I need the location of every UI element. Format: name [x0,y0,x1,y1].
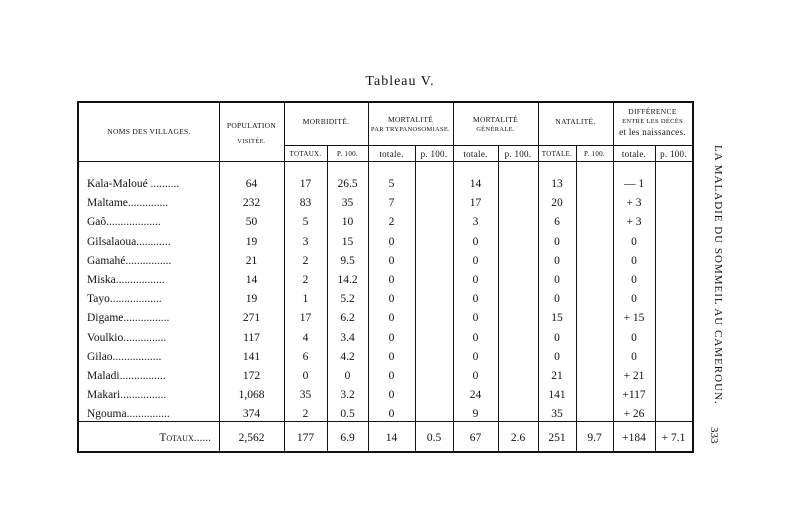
header-natalite: NATALITÉ. [555,117,596,126]
cell-mgen-p [498,252,538,271]
header-mortalite-gen-sub: GÉNÉRALE. [476,126,515,133]
cell-mgen-p [498,329,538,348]
table-row [79,405,692,424]
cell-mgen-p [498,348,538,367]
cell-diff-p [655,309,692,328]
sub-diff-totale: totale. [621,149,647,159]
cell-diff-t: 0 [631,274,637,286]
cell-mgen-t: 0 [472,370,479,382]
cell-mtryp-t: 2 [388,216,395,229]
cell-name: Gilsalaoua............ [87,235,171,248]
cell-name: Tayo.................. [87,293,162,306]
cell-diff-t: — 1 [623,178,645,190]
cell-morb-t: 3 [302,235,309,248]
cell-mtryp-p [415,175,453,194]
cell-nat-t: 13 [551,178,563,190]
sub-mtryp-p100: p. 100. [420,149,448,159]
table-title: Tableau V. [365,74,435,89]
header-difference-sub: ENTRE LES DÉCÈS [622,118,683,125]
table-row [79,367,692,386]
cell-mtryp-t: 0 [388,235,395,248]
cell-nat-t: 0 [554,350,560,363]
cell-mgen-p [498,213,538,232]
cell-pop: 14 [245,274,258,286]
cell-morb-p: 0 [344,370,351,382]
table-row [79,386,692,405]
cell-nat-p [576,329,613,348]
cell-mtryp-p [415,271,453,290]
cell-nat-p [576,386,613,405]
cell-nat-t: 251 [548,432,566,444]
header-mortalite-tryp-sub: PAR TRYPANOSOMIASE. [370,126,451,133]
cell-name: Makari................ [87,389,167,402]
cell-morb-p: 6.9 [340,432,355,444]
cell-nat-t: 6 [554,216,560,229]
cell-diff-p [655,329,692,348]
cell-name: Totaux...... [159,432,211,444]
cell-diff-t: 0 [631,293,637,306]
cell-mgen-t: 0 [472,254,479,267]
cell-morb-t: 83 [299,197,312,210]
cell-mgen-t: 0 [472,312,479,325]
cell-nat-t: 0 [554,235,560,248]
cell-diff-p [655,367,692,386]
sub-morb-totaux: TOTAUX. [289,150,322,158]
cell-pop: 141 [242,350,261,363]
cell-diff-p [655,348,692,367]
data-table [77,101,694,453]
cell-mgen-p: 2.6 [510,432,526,444]
cell-morb-p: 0.5 [340,408,355,421]
cell-morb-p: 9.5 [340,254,355,267]
sub-nat-p100: P. 100. [584,150,605,158]
cell-mgen-t: 0 [472,331,479,344]
cell-diff-p [655,175,692,194]
cell-name: Miska................. [87,274,165,286]
header-population-sub: VISITÉE. [237,138,266,145]
cell-diff-t: +184 [622,432,646,444]
cell-mtryp-t: 0 [388,350,395,363]
table-row [79,233,692,252]
cell-name: Maltame.............. [87,197,169,210]
cell-mgen-t: 14 [469,178,482,190]
cell-nat-p [576,348,613,367]
cell-morb-p: 6.2 [340,312,355,325]
cell-mtryp-t: 0 [388,408,395,421]
cell-mtryp-p [415,405,453,424]
cell-mtryp-p [415,213,453,232]
cell-name: Digame................ [87,312,170,325]
cell-mgen-t: 0 [472,293,479,306]
subheader-rule [284,145,692,146]
cell-morb-p: 35 [341,197,354,210]
cell-pop: 374 [242,408,261,421]
header-mortalite-tryp: MORTALITÉ [388,115,433,124]
cell-mtryp-p [415,329,453,348]
cell-diff-p [655,386,692,405]
cell-nat-t: 21 [551,370,563,382]
sub-mtryp-totale: totale. [379,149,404,159]
cell-pop: 232 [242,197,261,210]
cell-nat-t: 0 [554,254,560,267]
cell-diff-p: + 7.1 [661,432,686,444]
cell-morb-t: 35 [299,389,312,402]
cell-nat-t: 0 [554,293,560,306]
totals-row [79,429,692,448]
table-row [79,252,692,271]
cell-mtryp-t: 14 [385,432,398,444]
cell-mgen-t: 24 [469,389,482,402]
cell-mtryp-p [415,290,453,309]
cell-nat-t: 20 [551,197,563,210]
cell-pop: 19 [245,293,258,306]
cell-pop: 19 [245,235,258,248]
cell-morb-t: 0 [302,370,309,382]
cell-pop: 64 [245,178,258,190]
header-rule [79,161,692,162]
cell-pop: 172 [242,370,261,382]
cell-morb-t: 5 [302,216,309,229]
cell-morb-p: 10 [341,216,354,229]
cell-diff-p [655,194,692,213]
cell-diff-t: 0 [631,254,637,267]
cell-mgen-p [498,233,538,252]
cell-name: Kala-Maloué .......... [87,178,180,190]
cell-mgen-p [498,290,538,309]
cell-pop: 117 [243,331,260,344]
cell-mgen-t: 9 [472,408,479,421]
cell-diff-p [655,213,692,232]
cell-morb-p: 3.2 [340,389,355,402]
sub-nat-totale: TOTALE. [541,150,573,158]
cell-name: Gaô................... [87,216,161,229]
cell-morb-t: 17 [299,312,312,325]
cell-morb-t: 177 [296,432,315,444]
cell-morb-p: 14.2 [337,274,358,286]
header-population: POPULATION [226,121,277,130]
cell-diff-t: + 3 [626,197,642,210]
cell-morb-p: 5.2 [340,293,355,306]
table-row [79,348,692,367]
cell-nat-p [576,233,613,252]
cell-name: Voulkio............... [87,331,167,344]
cell-diff-p [655,252,692,271]
cell-mgen-p [498,271,538,290]
sub-mgen-p100: p. 100. [504,149,532,159]
table-row [79,329,692,348]
cell-morb-t: 2 [302,408,309,421]
cell-mgen-t: 0 [472,274,479,286]
cell-diff-t: 0 [631,350,637,363]
cell-mgen-t: 0 [472,350,479,363]
cell-morb-t: 1 [302,293,309,306]
table-row [79,194,692,213]
table-row [79,309,692,328]
cell-diff-t: + 26 [623,408,645,421]
cell-mtryp-t: 5 [388,178,395,190]
cell-mgen-t: 3 [472,216,479,229]
cell-pop: 271 [242,312,261,325]
cell-diff-t: +117 [622,389,646,402]
cell-morb-t: 17 [299,178,312,190]
page-number: 333 [708,427,720,444]
cell-mtryp-p [415,309,453,328]
cell-nat-p [576,309,613,328]
cell-diff-t: + 15 [623,312,645,325]
cell-mtryp-t: 0 [388,293,395,306]
header-difference: DIFFÉRENCE [628,107,677,116]
cell-morb-p: 4.2 [340,350,355,363]
cell-diff-t: + 21 [623,370,645,382]
cell-nat-t: 0 [554,331,560,344]
sub-mgen-totale: totale. [463,149,488,159]
cell-mtryp-p [415,348,453,367]
cell-name: Gilao................. [87,350,162,363]
cell-mtryp-p [415,386,453,405]
cell-diff-t: + 3 [626,216,642,229]
cell-mtryp-t: 7 [388,197,395,210]
cell-diff-p [655,405,692,424]
cell-name: Maladi................ [87,370,166,382]
cell-mtryp-t: 0 [388,370,395,382]
cell-name: Gamahé................ [87,254,172,267]
cell-nat-p [576,290,613,309]
cell-nat-p [576,367,613,386]
cell-nat-p [576,252,613,271]
cell-pop: 1,068 [238,389,265,402]
table-row [79,290,692,309]
cell-pop: 21 [245,254,258,267]
cell-mtryp-p [415,233,453,252]
cell-nat-t: 0 [554,274,560,286]
cell-nat-t: 141 [548,389,566,402]
header-difference-sub2: et les naissances. [619,127,686,137]
cell-diff-p [655,233,692,252]
cell-pop: 50 [245,216,258,229]
cell-nat-p [576,175,613,194]
cell-mtryp-p [415,194,453,213]
cell-mtryp-p: 0.5 [426,432,442,444]
header-mortalite-gen: MORTALITÉ [473,115,518,124]
table-row [79,175,692,194]
cell-nat-p [576,213,613,232]
cell-mgen-t: 67 [469,432,482,444]
cell-nat-p [576,405,613,424]
sub-diff-p100: p. 100. [660,149,687,159]
cell-pop: 2,562 [238,432,265,444]
cell-mtryp-t: 0 [388,389,395,402]
cell-mgen-p [498,175,538,194]
cell-mgen-t: 17 [469,197,482,210]
cell-diff-p [655,271,692,290]
cell-mtryp-p [415,252,453,271]
cell-diff-t: 0 [631,235,637,248]
running-head: LA MALADIE DU SOMMEIL AU CAMEROUN. [712,145,724,405]
table-row [79,271,692,290]
cell-diff-p [655,290,692,309]
header-village: NOMS DES VILLAGES. [107,127,191,136]
cell-nat-p [576,194,613,213]
table-row [79,213,692,232]
cell-mgen-t: 0 [472,235,479,248]
sub-morb-p100: P. 100. [337,150,358,158]
cell-mgen-p [498,386,538,405]
cell-diff-t: 0 [631,331,637,344]
cell-mgen-p [498,405,538,424]
cell-mgen-p [498,367,538,386]
cell-morb-t: 4 [302,331,309,344]
cell-mtryp-t: 0 [388,274,395,286]
cell-morb-p: 26.5 [337,178,358,190]
cell-mtryp-t: 0 [388,254,395,267]
cell-morb-t: 6 [302,350,309,363]
cell-morb-t: 2 [302,274,309,286]
header-morbidite: MORBIDITÉ. [302,117,350,126]
cell-mgen-p [498,309,538,328]
cell-morb-t: 2 [302,254,309,267]
cell-name: Ngouma............... [87,408,170,421]
cell-nat-t: 35 [551,408,563,421]
cell-nat-t: 15 [551,312,563,325]
cell-nat-p [576,271,613,290]
cell-morb-p: 3.4 [340,331,355,344]
cell-mgen-p [498,194,538,213]
cell-mtryp-t: 0 [388,331,395,344]
cell-nat-p: 9.7 [587,432,602,444]
cell-morb-p: 15 [341,235,354,248]
cell-mtryp-t: 0 [388,312,395,325]
cell-mtryp-p [415,367,453,386]
